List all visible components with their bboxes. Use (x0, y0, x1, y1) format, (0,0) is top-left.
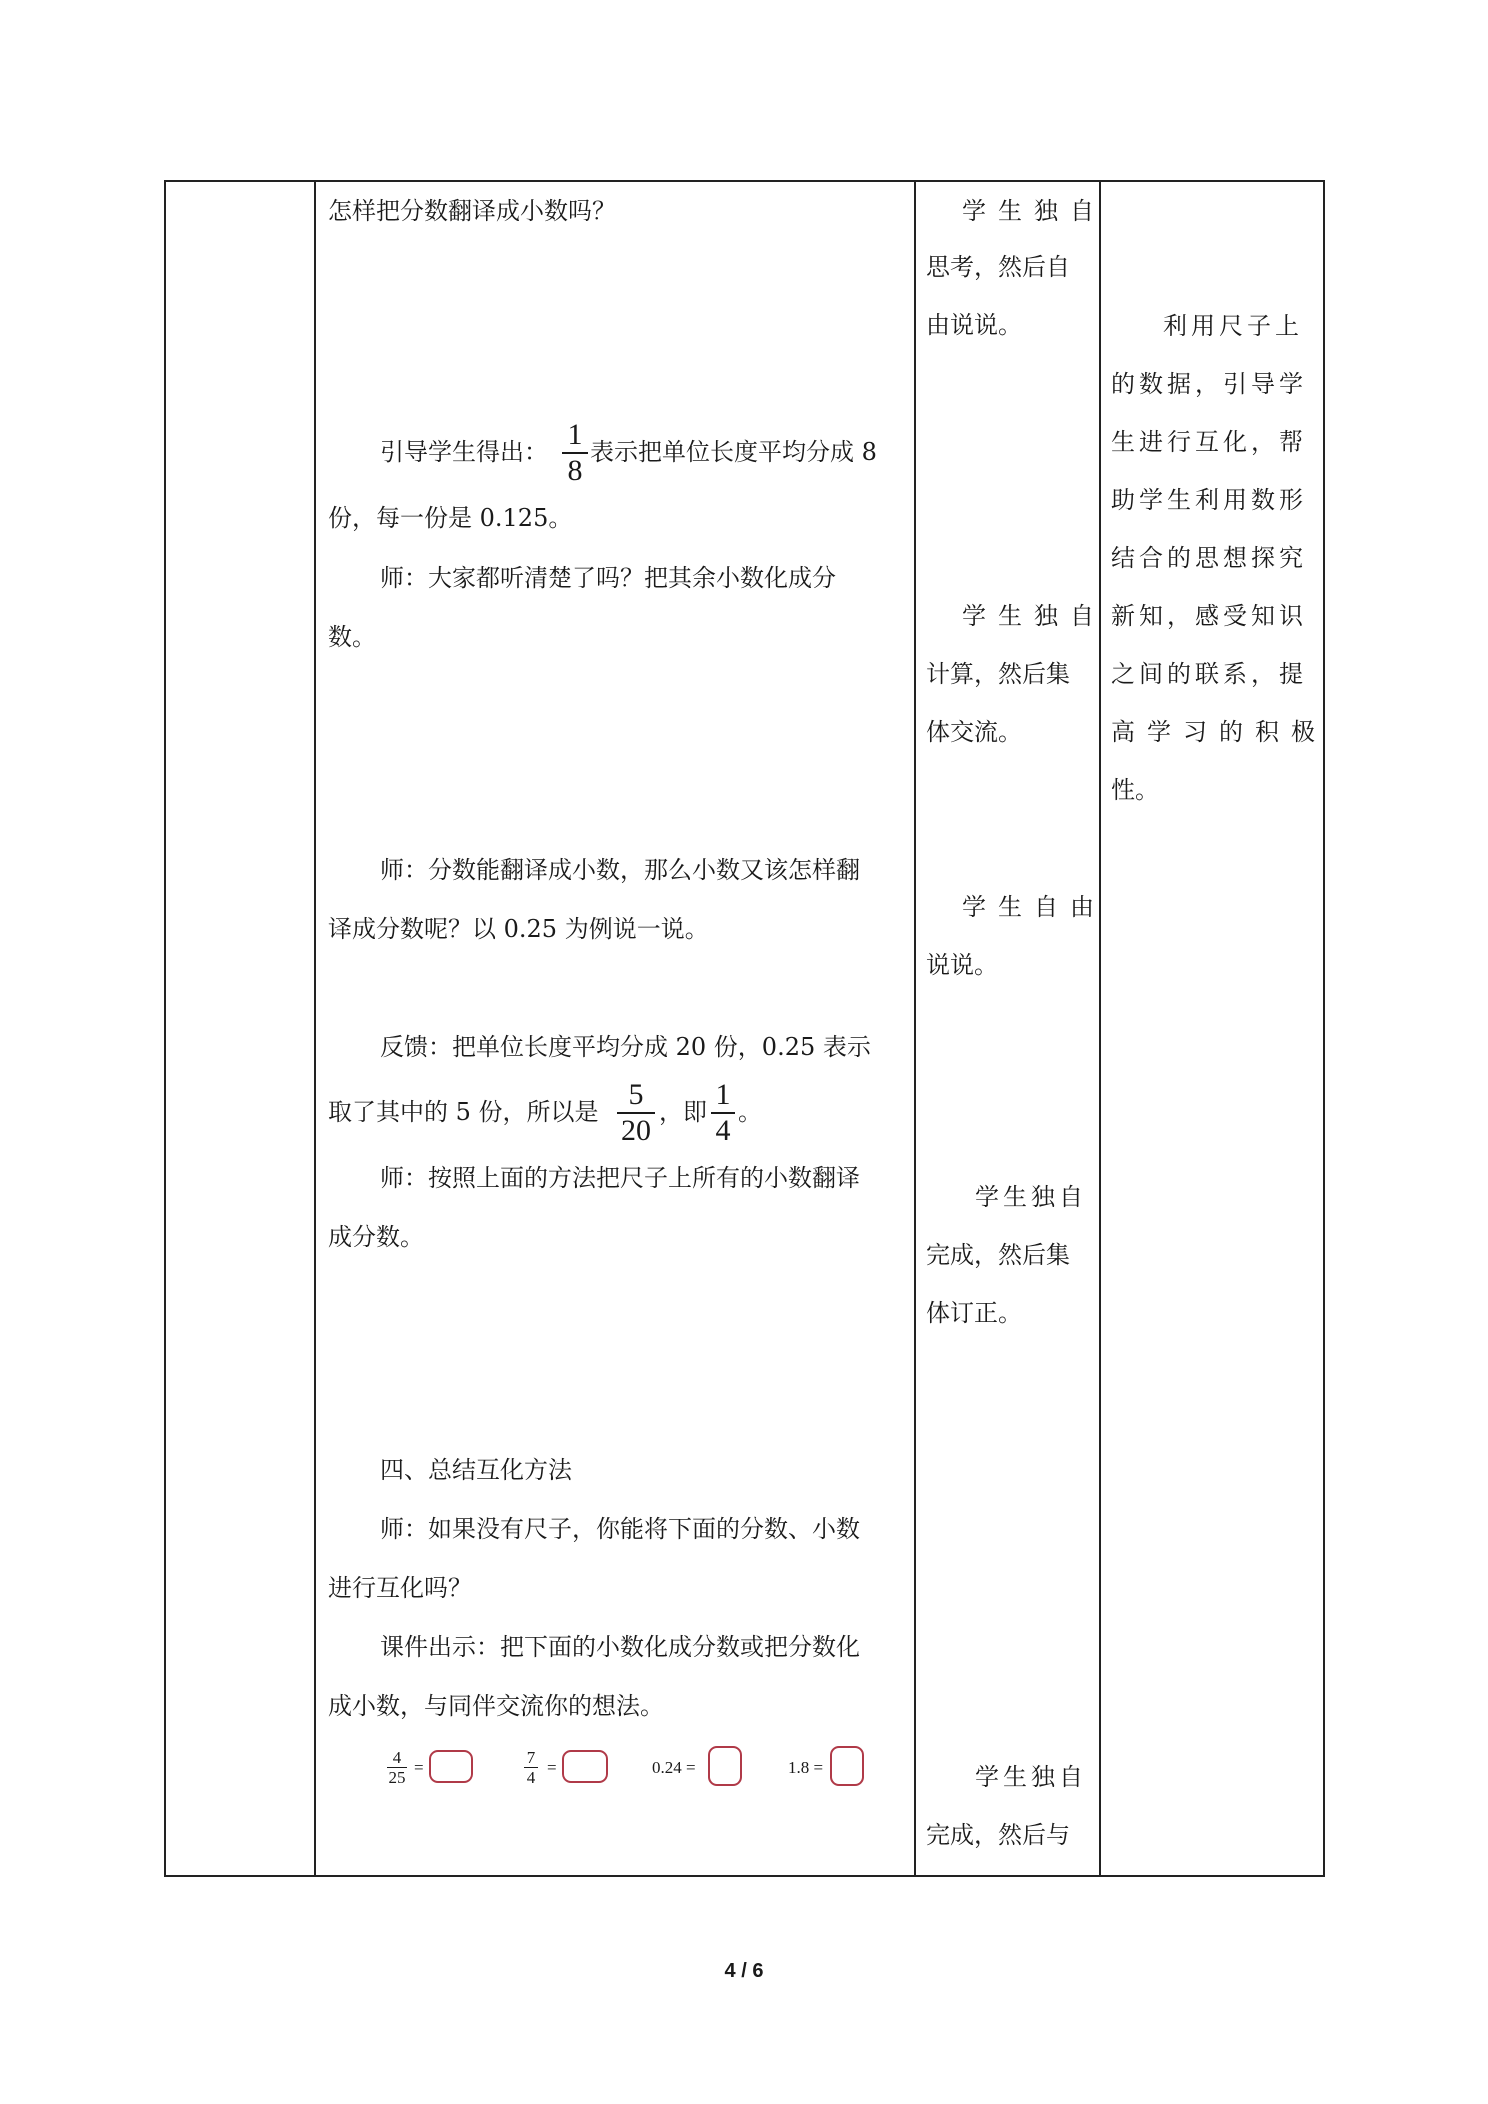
design-intent: 的数据，引导学 (1111, 370, 1307, 398)
column-divider (314, 180, 316, 1877)
equals-sign: = (414, 1758, 424, 1777)
answer-box (562, 1750, 608, 1783)
exercise-fraction: 4 25 (388, 1748, 406, 1787)
teacher-text: 师：如果没有尺子，你能将下面的分数、小数 (380, 1515, 860, 1543)
design-intent: 助学生利用数形 (1111, 486, 1307, 514)
teacher-text: 表示把单位长度平均分成 8 (590, 438, 877, 466)
design-intent: 生进行互化，帮 (1111, 428, 1307, 456)
student-activity: 学生独自 (975, 1183, 1087, 1211)
design-intent: 性。 (1111, 776, 1159, 804)
student-activity: 说说。 (926, 951, 998, 979)
teacher-text: 。 (738, 1098, 762, 1126)
section-heading: 四、总结互化方法 (380, 1456, 572, 1484)
teacher-text: 师：大家都听清楚了吗？把其余小数化成分 (380, 564, 836, 592)
student-activity: 学生独自 (975, 1763, 1087, 1791)
equals-sign: = (547, 1758, 557, 1777)
student-activity: 计算，然后集 (926, 660, 1070, 688)
student-activity: 学生自由 (962, 893, 1106, 921)
student-activity: 学生独自 (962, 197, 1106, 225)
student-activity: 完成，然后集 (926, 1241, 1070, 1269)
exercise-fraction: 7 4 (524, 1748, 538, 1787)
exercise-decimal: 1.8 = (788, 1758, 824, 1777)
exercise-decimal: 0.24 = (652, 1758, 696, 1777)
teacher-text: 引导学生得出： (380, 438, 548, 466)
teacher-text: 取了其中的 5 份，所以是 (328, 1098, 599, 1126)
fraction: 5 20 (617, 1078, 655, 1148)
teacher-text: 进行互化吗？ (328, 1574, 472, 1602)
answer-box (429, 1750, 473, 1783)
answer-box (708, 1746, 742, 1786)
student-activity: 由说说。 (926, 311, 1022, 339)
page-number: 4 / 6 (724, 1960, 764, 1982)
design-intent: 之间的联系，提 (1111, 660, 1307, 688)
teacher-text: ，即 (659, 1098, 707, 1126)
teacher-text: 课件出示：把下面的小数化成分数或把分数化 (380, 1633, 860, 1661)
design-intent: 结合的思想探究 (1111, 544, 1307, 572)
student-activity: 学生独自 (962, 602, 1106, 630)
student-activity: 体订正。 (926, 1299, 1022, 1327)
student-activity: 思考，然后自 (926, 253, 1070, 281)
fraction: 1 8 (562, 418, 588, 488)
teacher-text: 数。 (328, 623, 376, 651)
teacher-text: 份，每一份是 0.125。 (328, 504, 573, 532)
column-divider (1099, 180, 1101, 1877)
student-activity: 完成，然后与 (926, 1821, 1070, 1849)
teacher-text: 译成分数呢？以 0.25 为例说一说。 (328, 915, 709, 943)
fraction: 1 4 (711, 1078, 735, 1148)
teacher-text: 怎样把分数翻译成小数吗？ (328, 197, 616, 225)
column-divider (914, 180, 916, 1877)
teacher-text: 师：分数能翻译成小数，那么小数又该怎样翻 (380, 856, 860, 884)
teacher-text: 成小数，与同伴交流你的想法。 (328, 1692, 664, 1720)
design-intent: 新知，感受知识 (1111, 602, 1307, 630)
answer-box (830, 1746, 864, 1786)
design-intent: 高学习的积极 (1111, 718, 1327, 746)
teacher-text: 师：按照上面的方法把尺子上所有的小数翻译 (380, 1164, 860, 1192)
teacher-text: 反馈：把单位长度平均分成 20 份，0.25 表示 (380, 1033, 871, 1061)
student-activity: 体交流。 (926, 718, 1022, 746)
design-intent: 利用尺子上 (1163, 312, 1303, 340)
teacher-text: 成分数。 (328, 1223, 424, 1251)
